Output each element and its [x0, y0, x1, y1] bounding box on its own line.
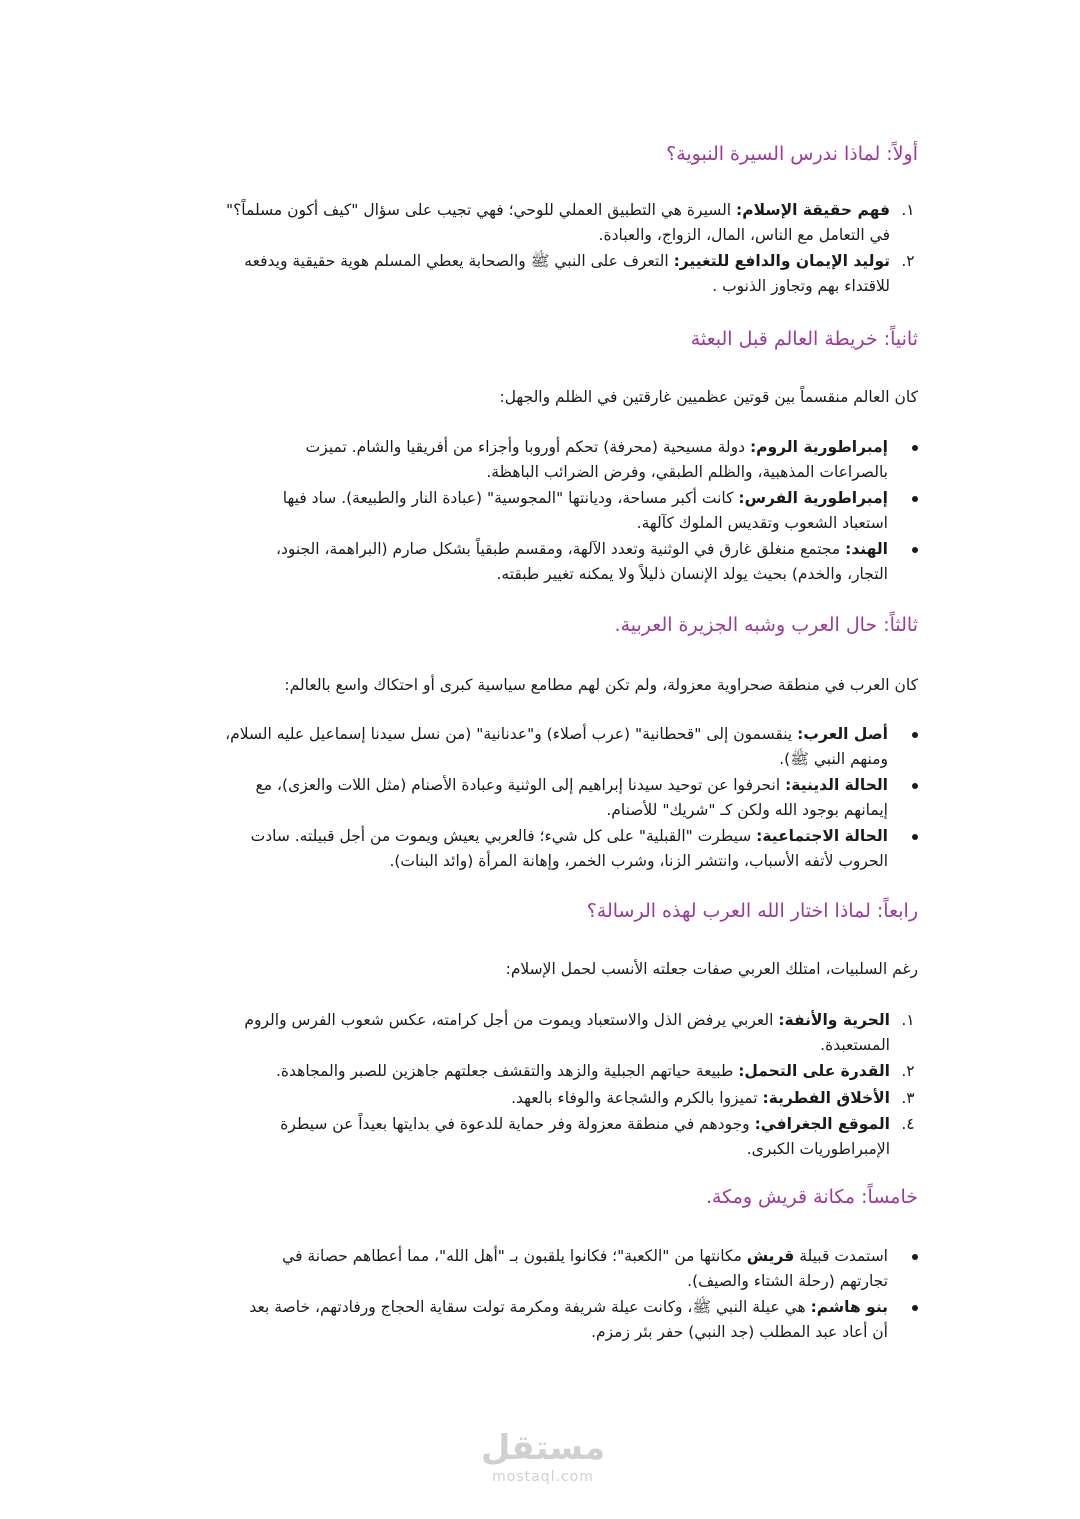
section-3-heading: ثالثاً: حال العرب وشبه الجزيرة العربية. — [614, 614, 918, 636]
mostaql-watermark: مستقل mostaql.com — [480, 1428, 606, 1485]
section-2-list — [148, 435, 888, 588]
list-item: ٢. القدرة على التحمل: طبيعة حياتهم الجبلية والزهد والتقشف جعلتهم جاهزين للصبر والمجاهدة. — [275, 1062, 915, 1080]
section-2-intro: كان العالم منقسماً بين قوتين عظميين غارقتين في الظلم والجهل: — [499, 388, 918, 406]
section-1-list — [150, 198, 915, 300]
list-item: ١. فهم حقيقة الإسلام: السيرة هي التطبيق العملي للوحي؛ فهي تجيب على سؤال "كيف أكون مسلماً؟" في التعامل مع الناس، المال، الزواج، والعبادة. — [225, 201, 915, 244]
section-3-list — [148, 722, 888, 875]
bullet-icon — [912, 445, 918, 451]
section-4-heading: رابعاً: لماذا اختار الله العرب لهذه الرسالة؟ — [586, 900, 918, 922]
list-item: ٤. الموقع الجغرافي: وجودهم في منطقة معزولة وفر حماية للدعوة في بدايتها بعيداً عن سيطرة الإمبراطوريات الكبرى. — [280, 1115, 915, 1158]
bullet-icon — [912, 783, 918, 789]
section-1-heading: أولاً: لماذا ندرس السيرة النبوية؟ — [666, 143, 918, 165]
list-item: إمبراطورية الروم: دولة مسيحية (محرفة) تحكم أوروبا وأجزاء من أفريقيا والشام. تميزت بالصراعات المذهبية، والظلم الطبقي، وفرض الضرائب الباهظة. — [148, 435, 888, 484]
section-4-intro: رغم السلبيات، امتلك العربي صفات جعلته الأنسب لحمل الإسلام: — [505, 960, 918, 978]
list-item: أصل العرب: ينقسمون إلى "قحطانية" (عرب أصلاء) و"عدنانية" (من نسل سيدنا إسماعيل عليه السلام، ومنهم النبي ﷺ). — [148, 722, 888, 771]
list-item: استمدت قبيلة قريش مكانتها من "الكعبة"؛ فكانوا يلقبون بـ "أهل الله"، مما أعطاهم حصانة في تجارتهم (رحلة الشتاء والصيف). — [148, 1244, 888, 1293]
section-5-heading: خامساً: مكانة قريش ومكة. — [705, 1186, 918, 1208]
bullet-icon — [912, 834, 918, 840]
list-item: ٣. الأخلاق الفطرية: تميزوا بالكرم والشجاعة والوفاء بالعهد. — [511, 1088, 915, 1107]
list-item: الحالة الاجتماعية: سيطرت "القبلية" على كل شيء؛ فالعربي يعيش ويموت من أجل قبيلته. سادت الحروب لأتفه الأسباب، وانتشر الزنا، وشرب الخمر، وإهانة المرأة (وائد البنات). — [148, 824, 888, 873]
list-item: بنو هاشم: هي عيلة النبي ﷺ، وكانت عيلة شريفة ومكرمة تولت سقاية الحجاج ورفادتهم، خاصة بعد أن أعاد عبد المطلب (جد النبي) حفر بئر زمزم. — [148, 1295, 888, 1344]
list-item: الحالة الدينية: انحرفوا عن توحيد سيدنا إبراهيم إلى الوثنية وعبادة الأصنام (مثل اللات والعزى)، مع إيمانهم بوجود الله ولكن كـ "شريك" للأصنام. — [148, 773, 888, 822]
list-item: الهند: مجتمع منغلق غارق في الوثنية وتعدد الآلهة، ومقسم طبقياً بشكل صارم (البراهمة، الجنود، التجار، والخدم) بحيث يولد الإنسان ذليلاً ولا يمكنه تغيير طبقته. — [148, 537, 888, 586]
section-3-intro: كان العرب في منطقة صحراوية معزولة، ولم تكن لهم مطامع سياسية كبرى أو احتكاك واسع بالعالم: — [284, 676, 918, 694]
bullet-icon — [912, 547, 918, 553]
section-5-list — [148, 1244, 888, 1346]
list-item: ١. الحرية والأنفة: العربي يرفض الذل والاستعباد ويموت من أجل كرامته، عكس شعوب الفرس والروم المستعبدة. — [244, 1011, 915, 1054]
bullet-icon — [912, 732, 918, 738]
bullet-icon — [912, 496, 918, 502]
list-item: إمبراطورية الفرس: كانت أكبر مساحة، وديانتها "المجوسية" (عبادة النار والطبيعة). ساد فيها استعباد الشعوب وتقديس الملوك كآلهة. — [148, 486, 888, 535]
section-4-list — [150, 1008, 915, 1163]
bullet-icon — [912, 1254, 918, 1260]
list-item: ٢. توليد الإيمان والدافع للتغيير: التعرف على النبي ﷺ والصحابة يعطي المسلم هوية حقيقية ويدفعه للاقتداء بهم وتجاوز الذنوب . — [244, 252, 915, 295]
bullet-icon — [912, 1305, 918, 1311]
section-2-heading: ثانياً: خريطة العالم قبل البعثة — [690, 328, 918, 350]
